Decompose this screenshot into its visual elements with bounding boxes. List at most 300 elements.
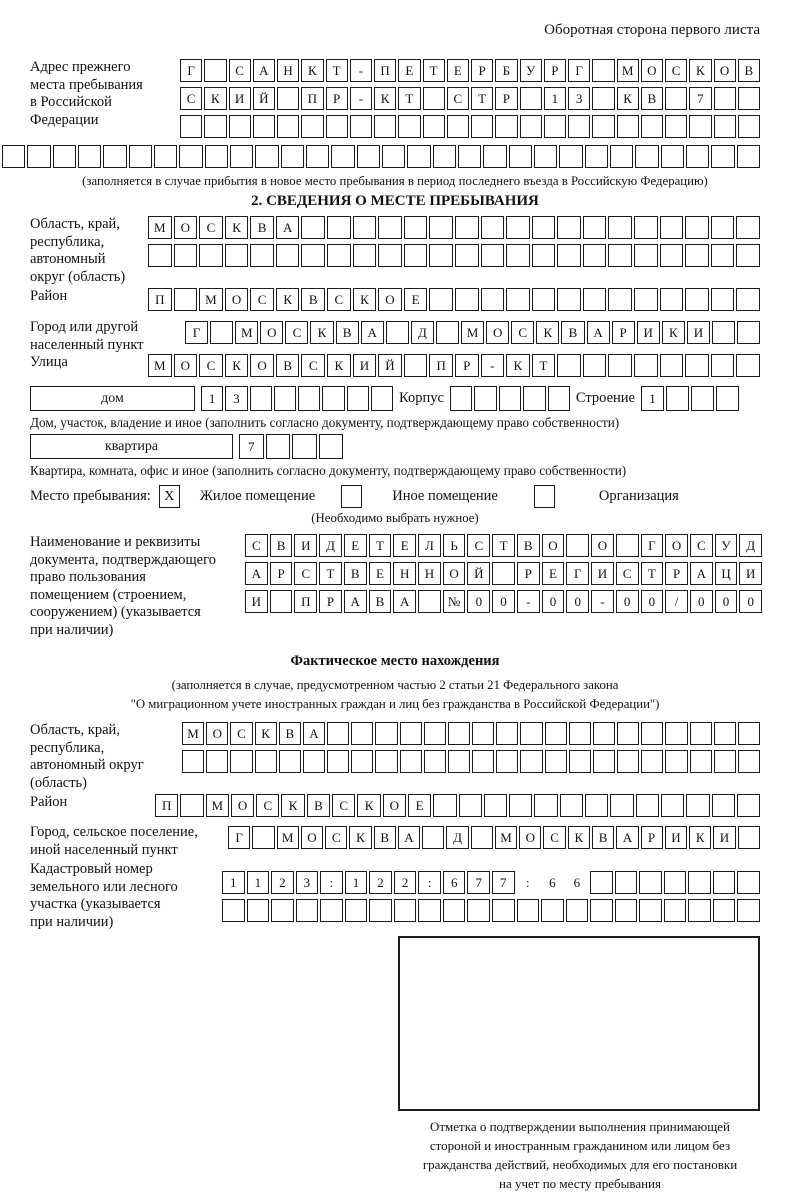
- form-cell[interactable]: К: [225, 354, 249, 377]
- form-cell[interactable]: [685, 216, 709, 239]
- form-cell[interactable]: [182, 750, 204, 773]
- form-cell[interactable]: Т: [326, 59, 348, 82]
- form-cell[interactable]: В: [307, 794, 330, 817]
- form-cell[interactable]: П: [374, 59, 396, 82]
- form-cell[interactable]: А: [253, 59, 275, 82]
- form-cell[interactable]: [686, 145, 709, 168]
- form-cell[interactable]: [327, 722, 349, 745]
- form-cell[interactable]: [429, 244, 453, 267]
- form-cell[interactable]: [350, 115, 372, 138]
- form-cell[interactable]: [608, 354, 632, 377]
- form-cell[interactable]: Ь: [443, 534, 466, 557]
- form-cell[interactable]: [557, 216, 581, 239]
- form-cell[interactable]: К: [225, 216, 249, 239]
- form-cell[interactable]: [615, 871, 638, 894]
- form-cell[interactable]: [634, 354, 658, 377]
- form-cell[interactable]: О: [486, 321, 509, 344]
- form-cell[interactable]: [378, 216, 402, 239]
- form-cell[interactable]: Т: [319, 562, 342, 585]
- form-cell[interactable]: [634, 288, 658, 311]
- form-cell[interactable]: [471, 115, 493, 138]
- form-cell[interactable]: [252, 826, 274, 849]
- form-cell[interactable]: 7: [689, 87, 711, 110]
- form-cell[interactable]: [608, 288, 632, 311]
- form-cell[interactable]: С: [616, 562, 639, 585]
- form-cell[interactable]: [448, 750, 470, 773]
- form-cell[interactable]: С: [332, 794, 355, 817]
- form-cell[interactable]: К: [276, 288, 300, 311]
- form-cell[interactable]: Е: [398, 59, 420, 82]
- form-cell[interactable]: О: [250, 354, 274, 377]
- form-cell[interactable]: В: [279, 722, 301, 745]
- form-cell[interactable]: [433, 794, 456, 817]
- form-cell[interactable]: Н: [277, 59, 299, 82]
- form-cell[interactable]: [685, 288, 709, 311]
- form-cell[interactable]: У: [715, 534, 738, 557]
- form-cell[interactable]: К: [568, 826, 590, 849]
- form-cell[interactable]: [301, 216, 325, 239]
- form-cell[interactable]: 6: [549, 874, 556, 890]
- form-cell[interactable]: [711, 354, 735, 377]
- form-cell[interactable]: 3: [225, 386, 247, 411]
- form-cell[interactable]: [738, 722, 760, 745]
- form-cell[interactable]: [635, 145, 658, 168]
- form-cell[interactable]: С: [199, 354, 223, 377]
- form-cell[interactable]: Т: [369, 534, 392, 557]
- form-cell[interactable]: [481, 216, 505, 239]
- form-cell[interactable]: 7: [467, 871, 490, 894]
- form-cell[interactable]: [429, 216, 453, 239]
- form-cell[interactable]: В: [641, 87, 663, 110]
- form-cell[interactable]: [615, 899, 638, 922]
- form-cell[interactable]: Ц: [715, 562, 738, 585]
- form-cell[interactable]: Й: [378, 354, 402, 377]
- form-cell[interactable]: О: [665, 534, 688, 557]
- form-cell[interactable]: [583, 354, 607, 377]
- form-cell[interactable]: :: [526, 874, 530, 890]
- form-cell[interactable]: В: [369, 590, 392, 613]
- form-cell[interactable]: [398, 115, 420, 138]
- residential-checkbox[interactable]: X: [159, 485, 180, 508]
- form-cell[interactable]: [660, 244, 684, 267]
- form-cell[interactable]: С: [665, 59, 687, 82]
- form-cell[interactable]: [685, 354, 709, 377]
- form-cell[interactable]: [541, 899, 564, 922]
- form-cell[interactable]: [277, 115, 299, 138]
- form-cell[interactable]: [610, 794, 633, 817]
- form-cell[interactable]: [665, 722, 687, 745]
- form-cell[interactable]: [179, 145, 202, 168]
- form-cell[interactable]: О: [542, 534, 565, 557]
- form-cell[interactable]: [583, 216, 607, 239]
- form-cell[interactable]: [714, 750, 736, 773]
- form-cell[interactable]: [610, 145, 633, 168]
- form-cell[interactable]: [520, 115, 542, 138]
- form-cell[interactable]: [592, 87, 614, 110]
- form-cell[interactable]: А: [393, 590, 416, 613]
- form-cell[interactable]: [585, 145, 608, 168]
- form-cell[interactable]: [592, 59, 614, 82]
- form-cell[interactable]: [690, 722, 712, 745]
- form-cell[interactable]: М: [206, 794, 229, 817]
- form-cell[interactable]: К: [374, 87, 396, 110]
- form-cell[interactable]: [423, 87, 445, 110]
- other-premises-checkbox[interactable]: [341, 485, 362, 508]
- form-cell[interactable]: [583, 288, 607, 311]
- form-cell[interactable]: 2: [271, 871, 294, 894]
- form-cell[interactable]: [713, 899, 736, 922]
- form-cell[interactable]: [382, 145, 405, 168]
- form-cell[interactable]: [617, 722, 639, 745]
- form-cell[interactable]: О: [383, 794, 406, 817]
- form-cell[interactable]: [737, 794, 760, 817]
- form-cell[interactable]: [639, 871, 662, 894]
- form-cell[interactable]: П: [429, 354, 453, 377]
- form-cell[interactable]: Т: [471, 87, 493, 110]
- form-cell[interactable]: [634, 244, 658, 267]
- form-cell[interactable]: :: [418, 871, 441, 894]
- form-cell[interactable]: 0: [690, 590, 713, 613]
- form-cell[interactable]: [319, 434, 344, 459]
- form-cell[interactable]: Т: [423, 59, 445, 82]
- form-cell[interactable]: С: [285, 321, 308, 344]
- form-cell[interactable]: [665, 87, 687, 110]
- form-cell[interactable]: [424, 722, 446, 745]
- form-cell[interactable]: [205, 145, 228, 168]
- form-cell[interactable]: 1: [247, 871, 270, 894]
- form-cell[interactable]: [636, 794, 659, 817]
- form-cell[interactable]: [301, 115, 323, 138]
- form-cell[interactable]: И: [229, 87, 251, 110]
- form-cell[interactable]: [608, 216, 632, 239]
- form-cell[interactable]: [492, 562, 515, 585]
- form-cell[interactable]: П: [148, 288, 172, 311]
- form-cell[interactable]: 0: [492, 590, 515, 613]
- form-cell[interactable]: [557, 288, 581, 311]
- form-cell[interactable]: 2: [394, 871, 417, 894]
- form-cell[interactable]: [736, 216, 760, 239]
- form-cell[interactable]: [712, 321, 735, 344]
- form-cell[interactable]: [639, 899, 662, 922]
- form-cell[interactable]: 1: [641, 386, 664, 411]
- form-cell[interactable]: Е: [408, 794, 431, 817]
- form-cell[interactable]: [418, 899, 441, 922]
- form-cell[interactable]: Г: [566, 562, 589, 585]
- form-cell[interactable]: Р: [641, 826, 663, 849]
- form-cell[interactable]: [345, 899, 368, 922]
- form-cell[interactable]: [641, 722, 663, 745]
- form-cell[interactable]: 1: [544, 87, 566, 110]
- form-cell[interactable]: К: [357, 794, 380, 817]
- form-cell[interactable]: [154, 145, 177, 168]
- form-cell[interactable]: К: [662, 321, 685, 344]
- form-cell[interactable]: [566, 534, 589, 557]
- form-cell[interactable]: С: [229, 59, 251, 82]
- form-cell[interactable]: [296, 899, 319, 922]
- form-cell[interactable]: [661, 145, 684, 168]
- form-cell[interactable]: [559, 145, 582, 168]
- form-cell[interactable]: [481, 244, 505, 267]
- form-cell[interactable]: [534, 145, 557, 168]
- form-cell[interactable]: [459, 794, 482, 817]
- form-cell[interactable]: [429, 288, 453, 311]
- form-cell[interactable]: [204, 115, 226, 138]
- form-cell[interactable]: [418, 590, 441, 613]
- form-cell[interactable]: [301, 244, 325, 267]
- form-cell[interactable]: И: [294, 534, 317, 557]
- form-cell[interactable]: [685, 244, 709, 267]
- form-cell[interactable]: [404, 216, 428, 239]
- form-cell[interactable]: 0: [739, 590, 762, 613]
- form-cell[interactable]: А: [276, 216, 300, 239]
- form-cell[interactable]: [404, 244, 428, 267]
- form-cell[interactable]: -: [481, 354, 505, 377]
- form-cell[interactable]: 0: [542, 590, 565, 613]
- form-cell[interactable]: К: [310, 321, 333, 344]
- form-cell[interactable]: [641, 115, 663, 138]
- form-cell[interactable]: М: [495, 826, 517, 849]
- form-cell[interactable]: [400, 750, 422, 773]
- form-cell[interactable]: [481, 288, 505, 311]
- form-cell[interactable]: [306, 145, 329, 168]
- form-cell[interactable]: [738, 87, 760, 110]
- form-cell[interactable]: В: [276, 354, 300, 377]
- form-cell[interactable]: К: [301, 59, 323, 82]
- organization-checkbox[interactable]: [534, 485, 555, 508]
- form-cell[interactable]: К: [689, 826, 711, 849]
- form-cell[interactable]: В: [592, 826, 614, 849]
- form-cell[interactable]: [496, 722, 518, 745]
- form-cell[interactable]: Д: [319, 534, 342, 557]
- form-cell[interactable]: [298, 386, 320, 411]
- form-cell[interactable]: [353, 244, 377, 267]
- form-cell[interactable]: И: [353, 354, 377, 377]
- form-cell[interactable]: С: [245, 534, 268, 557]
- form-cell[interactable]: Г: [641, 534, 664, 557]
- form-cell[interactable]: С: [325, 826, 347, 849]
- form-cell[interactable]: [593, 750, 615, 773]
- form-cell[interactable]: [455, 244, 479, 267]
- form-cell[interactable]: :: [320, 871, 343, 894]
- form-cell[interactable]: О: [225, 288, 249, 311]
- form-cell[interactable]: [271, 899, 294, 922]
- form-cell[interactable]: [422, 826, 444, 849]
- form-cell[interactable]: С: [199, 216, 223, 239]
- form-cell[interactable]: [560, 794, 583, 817]
- form-cell[interactable]: [738, 826, 760, 849]
- form-cell[interactable]: [534, 794, 557, 817]
- form-cell[interactable]: [557, 354, 581, 377]
- form-cell[interactable]: [247, 899, 270, 922]
- form-cell[interactable]: Г: [180, 59, 202, 82]
- form-cell[interactable]: 6: [573, 874, 581, 890]
- form-cell[interactable]: С: [250, 288, 274, 311]
- form-cell[interactable]: К: [506, 354, 530, 377]
- form-cell[interactable]: Е: [542, 562, 565, 585]
- form-cell[interactable]: [450, 386, 472, 411]
- form-cell[interactable]: [483, 145, 506, 168]
- form-cell[interactable]: [277, 87, 299, 110]
- form-cell[interactable]: [484, 794, 507, 817]
- form-cell[interactable]: О: [206, 722, 228, 745]
- form-cell[interactable]: 1: [201, 386, 223, 411]
- form-cell[interactable]: [737, 145, 760, 168]
- form-cell[interactable]: [532, 244, 556, 267]
- form-cell[interactable]: 0: [641, 590, 664, 613]
- form-cell[interactable]: [443, 899, 466, 922]
- form-cell[interactable]: -: [591, 590, 614, 613]
- form-cell[interactable]: [230, 750, 252, 773]
- form-cell[interactable]: О: [174, 216, 198, 239]
- form-cell[interactable]: В: [517, 534, 540, 557]
- form-cell[interactable]: [737, 899, 760, 922]
- form-cell[interactable]: К: [689, 59, 711, 82]
- form-cell[interactable]: К: [536, 321, 559, 344]
- form-cell[interactable]: О: [443, 562, 466, 585]
- form-cell[interactable]: [103, 145, 126, 168]
- form-cell[interactable]: [369, 899, 392, 922]
- form-cell[interactable]: [520, 750, 542, 773]
- form-cell[interactable]: [736, 288, 760, 311]
- form-cell[interactable]: [716, 386, 739, 411]
- form-cell[interactable]: [711, 145, 734, 168]
- form-cell[interactable]: В: [270, 534, 293, 557]
- form-cell[interactable]: 3: [568, 87, 590, 110]
- form-cell[interactable]: [78, 145, 101, 168]
- form-cell[interactable]: [375, 722, 397, 745]
- form-cell[interactable]: Р: [270, 562, 293, 585]
- form-cell[interactable]: [206, 750, 228, 773]
- form-cell[interactable]: [148, 244, 172, 267]
- form-cell[interactable]: М: [182, 722, 204, 745]
- form-cell[interactable]: [250, 244, 274, 267]
- form-cell[interactable]: Н: [418, 562, 441, 585]
- form-cell[interactable]: [665, 750, 687, 773]
- form-cell[interactable]: [736, 354, 760, 377]
- form-cell[interactable]: [210, 321, 233, 344]
- form-cell[interactable]: [569, 722, 591, 745]
- form-cell[interactable]: К: [281, 794, 304, 817]
- form-cell[interactable]: [737, 321, 760, 344]
- form-cell[interactable]: [129, 145, 152, 168]
- form-cell[interactable]: [266, 434, 291, 459]
- form-cell[interactable]: [351, 722, 373, 745]
- form-cell[interactable]: [394, 899, 417, 922]
- form-cell[interactable]: С: [301, 354, 325, 377]
- form-cell[interactable]: [423, 115, 445, 138]
- form-cell[interactable]: [472, 750, 494, 773]
- form-cell[interactable]: [523, 386, 545, 411]
- form-cell[interactable]: [686, 794, 709, 817]
- form-cell[interactable]: [199, 244, 223, 267]
- form-cell[interactable]: А: [245, 562, 268, 585]
- form-cell[interactable]: О: [591, 534, 614, 557]
- form-cell[interactable]: О: [301, 826, 323, 849]
- form-cell[interactable]: [660, 354, 684, 377]
- form-cell[interactable]: Г: [568, 59, 590, 82]
- form-cell[interactable]: [499, 386, 521, 411]
- form-cell[interactable]: [557, 244, 581, 267]
- form-cell[interactable]: [436, 321, 459, 344]
- form-cell[interactable]: И: [591, 562, 614, 585]
- form-cell[interactable]: [276, 244, 300, 267]
- form-cell[interactable]: [180, 115, 202, 138]
- form-cell[interactable]: [593, 722, 615, 745]
- form-cell[interactable]: [274, 386, 296, 411]
- form-cell[interactable]: В: [336, 321, 359, 344]
- form-cell[interactable]: [400, 722, 422, 745]
- form-cell[interactable]: К: [353, 288, 377, 311]
- form-cell[interactable]: 0: [467, 590, 490, 613]
- form-cell[interactable]: И: [665, 826, 687, 849]
- form-cell[interactable]: [583, 244, 607, 267]
- form-cell[interactable]: [664, 899, 687, 922]
- form-cell[interactable]: И: [687, 321, 710, 344]
- form-cell[interactable]: [255, 145, 278, 168]
- form-cell[interactable]: С: [690, 534, 713, 557]
- form-cell[interactable]: 0: [616, 590, 639, 613]
- form-cell[interactable]: [569, 750, 591, 773]
- form-cell[interactable]: Р: [495, 87, 517, 110]
- form-cell[interactable]: [585, 794, 608, 817]
- form-cell[interactable]: /: [665, 590, 688, 613]
- form-cell[interactable]: [520, 722, 542, 745]
- form-cell[interactable]: Й: [253, 87, 275, 110]
- form-cell[interactable]: [590, 871, 613, 894]
- form-cell[interactable]: Р: [517, 562, 540, 585]
- form-cell[interactable]: [474, 386, 496, 411]
- form-cell[interactable]: [545, 722, 567, 745]
- form-cell[interactable]: М: [235, 321, 258, 344]
- form-cell[interactable]: А: [587, 321, 610, 344]
- form-cell[interactable]: С: [180, 87, 202, 110]
- form-cell[interactable]: М: [148, 216, 172, 239]
- form-cell[interactable]: [592, 115, 614, 138]
- form-cell[interactable]: [568, 115, 590, 138]
- form-cell[interactable]: [509, 145, 532, 168]
- form-cell[interactable]: [353, 216, 377, 239]
- form-cell[interactable]: И: [637, 321, 660, 344]
- form-cell[interactable]: [492, 899, 515, 922]
- form-cell[interactable]: [690, 750, 712, 773]
- form-cell[interactable]: Б: [495, 59, 517, 82]
- form-cell[interactable]: М: [148, 354, 172, 377]
- form-cell[interactable]: И: [739, 562, 762, 585]
- form-cell[interactable]: [467, 899, 490, 922]
- form-cell[interactable]: [711, 216, 735, 239]
- form-cell[interactable]: Е: [344, 534, 367, 557]
- form-cell[interactable]: [255, 750, 277, 773]
- form-cell[interactable]: [326, 115, 348, 138]
- form-cell[interactable]: Р: [319, 590, 342, 613]
- form-cell[interactable]: 6: [443, 871, 466, 894]
- form-cell[interactable]: [53, 145, 76, 168]
- form-cell[interactable]: [548, 386, 570, 411]
- form-cell[interactable]: П: [155, 794, 178, 817]
- form-cell[interactable]: [455, 288, 479, 311]
- form-cell[interactable]: [713, 871, 736, 894]
- form-cell[interactable]: Р: [612, 321, 635, 344]
- form-cell[interactable]: [230, 145, 253, 168]
- form-cell[interactable]: К: [327, 354, 351, 377]
- form-cell[interactable]: Р: [326, 87, 348, 110]
- form-cell[interactable]: К: [349, 826, 371, 849]
- form-cell[interactable]: Е: [369, 562, 392, 585]
- form-cell[interactable]: [688, 871, 711, 894]
- form-cell[interactable]: Е: [447, 59, 469, 82]
- form-cell[interactable]: [250, 386, 272, 411]
- form-cell[interactable]: Р: [471, 59, 493, 82]
